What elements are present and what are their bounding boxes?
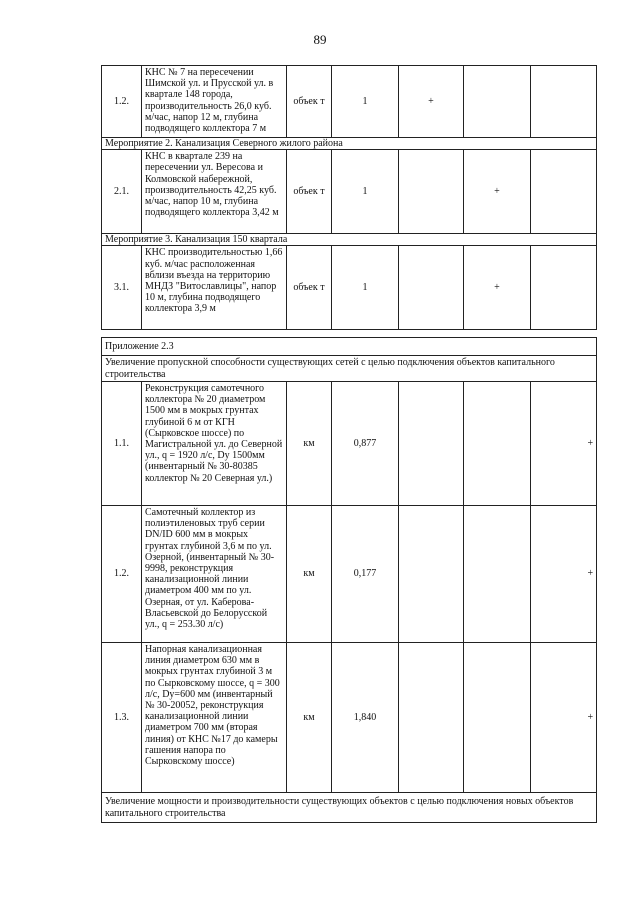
measures-table-top [101, 65, 597, 330]
row-number: 1.3. [102, 643, 142, 793]
section-header: Мероприятие 2. Канализация Северного жилого района [102, 138, 597, 150]
row-number: 3.1. [102, 246, 142, 330]
table-row [102, 150, 597, 234]
table-row-section-header [102, 234, 597, 246]
table-row [102, 382, 597, 506]
section-heading: Увеличение пропускной способности существующих сетей с целью подключения объектов капитального строительства [102, 356, 597, 382]
row-mark-empty [464, 506, 531, 643]
row-description: КНС в квартале 239 на пересечении ул. Вересова и Колмовской набережной, производительность 42,25 куб. м/час, напор 10 м, глубина подводящего коллектора 3,42 м [142, 150, 287, 234]
section-header: Мероприятие 3. Канализация 150 квартала [102, 234, 597, 246]
row-mark-empty [464, 382, 531, 506]
table-row-section-heading [102, 356, 597, 382]
row-mark: + [531, 506, 597, 643]
row-description: КНС № 7 на пересечении Шимской ул. и Прусской ул. в квартале 148 города, производительность 26,0 куб. м/час, напор 12 м, глубина подводящего коллектора 7 м [142, 66, 287, 138]
row-mark-empty [399, 150, 464, 234]
row-unit: объек т [287, 246, 332, 330]
row-number: 1.2. [102, 506, 142, 643]
table-row [102, 506, 597, 643]
row-value: 0,177 [332, 506, 399, 643]
row-description: КНС производительностью 1,66 куб. м/час расположенная вблизи въезда на территорию МНДЗ "Витославлицы", напор 10 м, глубина подводящего коллектора 3,9 м [142, 246, 287, 330]
row-value: 0,877 [332, 382, 399, 506]
section-footer: Увеличение мощности и производительности существующих объектов с целью подключения новых объектов капитального строительства [102, 793, 597, 823]
row-unit: км [287, 643, 332, 793]
row-number: 1.2. [102, 66, 142, 138]
table-row-appendix [102, 338, 597, 356]
row-mark: + [531, 643, 597, 793]
row-number: 1.1. [102, 382, 142, 506]
row-value: 1 [332, 150, 399, 234]
row-description: Напорная канализационная линия диаметром 630 мм в мокрых грунтах глубиной 3 м по Сырковскому шоссе, q = 300 л/с, Dy=600 мм (инвентарный № 30-20052, реконструкция канализационной линии диаметром 700 мм (вторая линия) от КНС №17 до камеры гашения напора по Сырковскому шоссе) [142, 643, 287, 793]
row-unit: км [287, 506, 332, 643]
table-row [102, 66, 597, 138]
row-mark-empty [464, 66, 531, 138]
row-mark: + [464, 150, 531, 234]
measures-table-bottom [101, 337, 597, 823]
table-row-section-header [102, 138, 597, 150]
row-value: 1,840 [332, 643, 399, 793]
row-unit: объек т [287, 150, 332, 234]
table-row-section-footer [102, 793, 597, 823]
row-unit: объек т [287, 66, 332, 138]
page-number: 89 [313, 32, 327, 47]
row-value: 1 [332, 66, 399, 138]
row-mark-empty [399, 382, 464, 506]
row-mark-empty [464, 643, 531, 793]
row-mark-empty [531, 246, 597, 330]
table-row [102, 246, 597, 330]
table-row [102, 643, 597, 793]
row-mark-empty [399, 643, 464, 793]
row-unit: км [287, 382, 332, 506]
row-description: Самотечный коллектор из полиэтиленовых труб серии DN/ID 600 мм в мокрых грунтах глубиной 3,6 м по ул. Озерной, (инвентарный № 30-9998, реконструкция канализационной линии диаметром 400 мм по ул. Озерная, от ул. Каберова-Власьевской до Белорусской ул., q = 253.30 л/с) [142, 506, 287, 643]
row-mark: + [399, 66, 464, 138]
row-mark: + [464, 246, 531, 330]
row-description: Реконструкция самотечного коллектора № 20 диаметром 1500 мм в мокрых грунтах глубиной 6 м от КГН (Сырковское шоссе) по Магистральной ул. до Северной ул., q = 1920 л/с, Dy 1500мм (инвентарный № 30-80385 коллектор № 20 Северная ул.) [142, 382, 287, 506]
row-value: 1 [332, 246, 399, 330]
appendix-label: Приложение 2.3 [102, 338, 597, 356]
row-mark: + [531, 382, 597, 506]
row-mark-empty [399, 506, 464, 643]
row-mark-empty [399, 246, 464, 330]
row-mark-empty [531, 66, 597, 138]
row-number: 2.1. [102, 150, 142, 234]
row-mark-empty [531, 150, 597, 234]
